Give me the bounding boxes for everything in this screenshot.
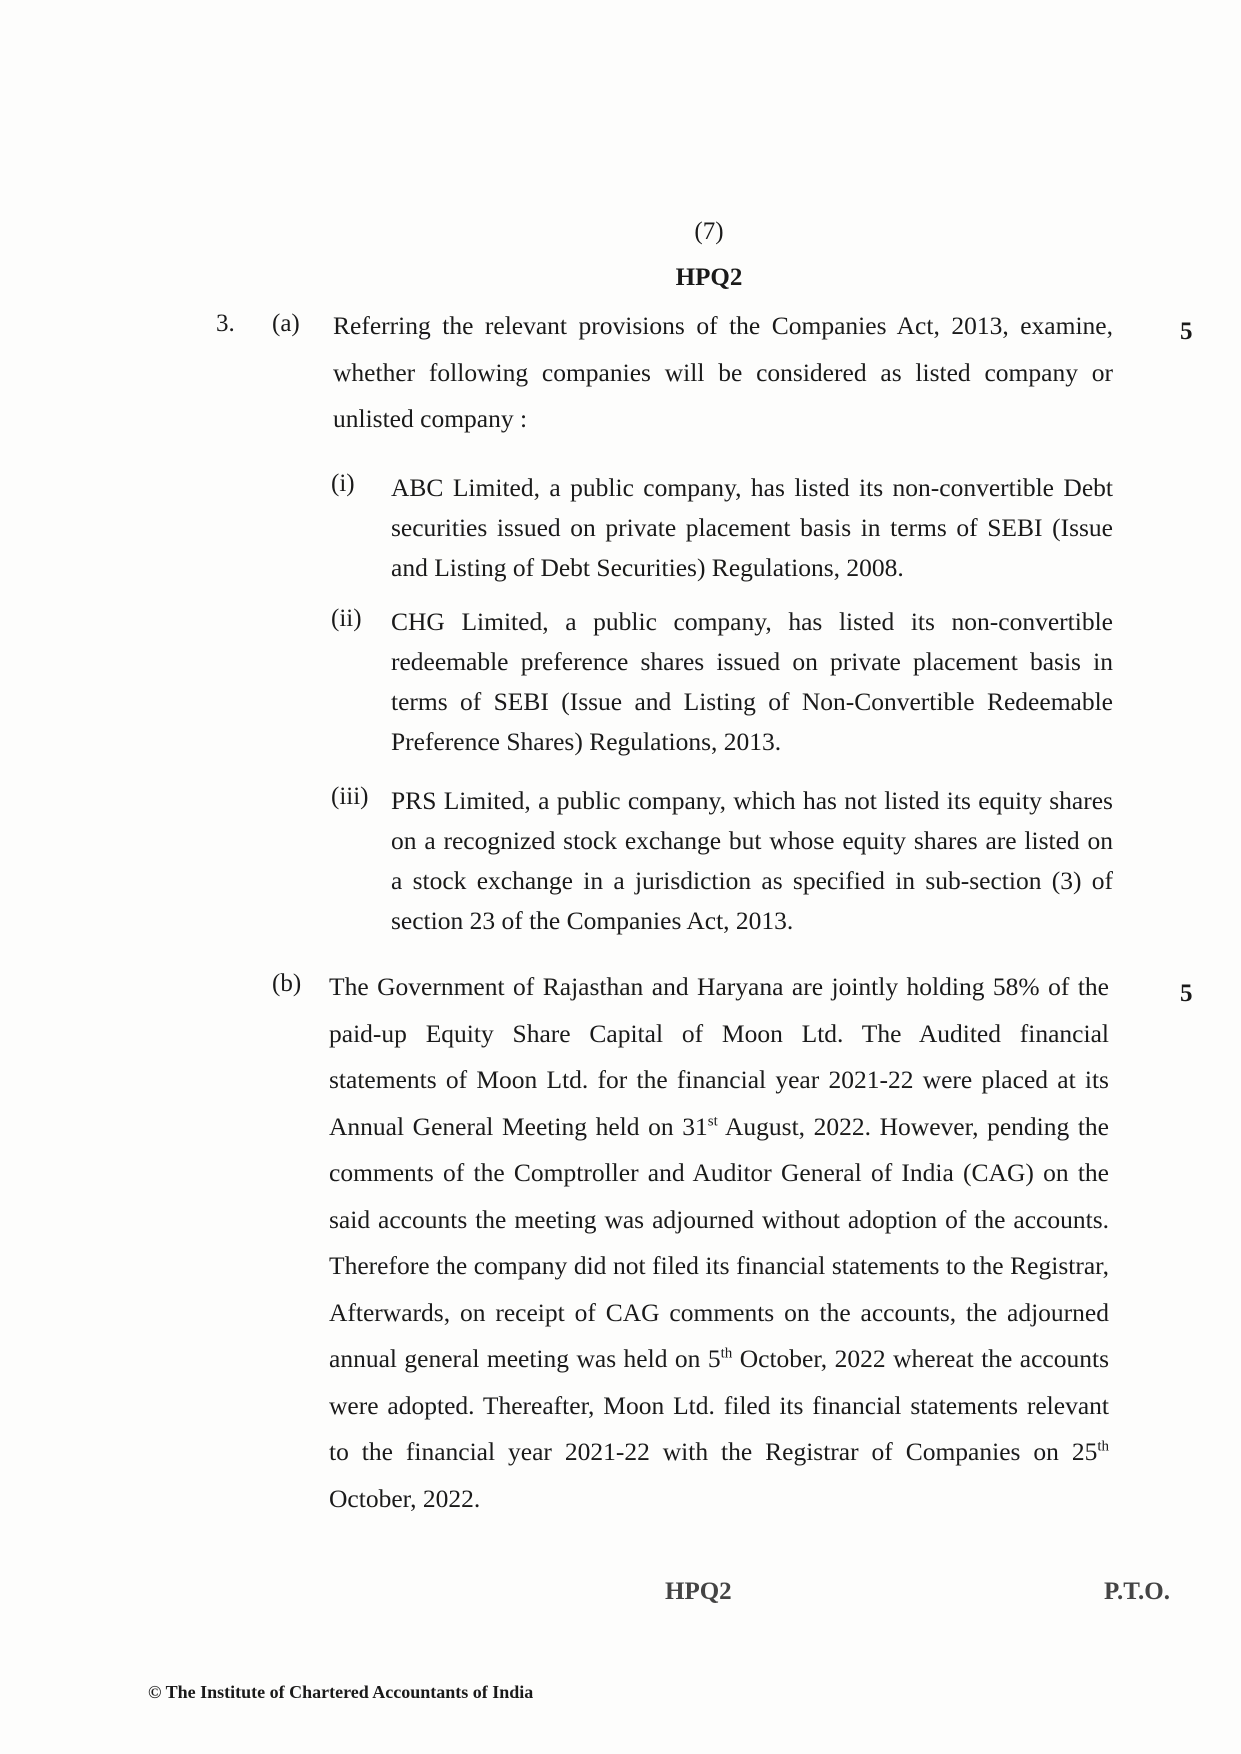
item-i-text: ABC Limited, a public company, has listed its non-convertible Debt securities issued on private placement basis in terms of SEBI (Issue and Listing of Debt Securities) Regulations, 2008. xyxy=(391,473,1113,582)
part-b-text-3: October, 2022 whereat the accounts were adopted. Thereafter, Moon Ltd. filed its financial statements relevant to the financial year 2021-22 with the Registrar of Companies on 25 xyxy=(329,1344,1110,1466)
part-a-intro: Referring the relevant provisions of the Companies Act, 2013, examine, whether following companies will be considered as listed company or unlisted company : xyxy=(333,311,1113,433)
part-b-text xyxy=(329,964,1109,1522)
pto-label: P.T.O. xyxy=(1104,1578,1170,1605)
part-b-text-4: October, 2022. xyxy=(329,1483,481,1513)
part-b-sup-1: st xyxy=(707,1113,718,1129)
item-ii-text: CHG Limited, a public company, has listed its non-convertible redeemable preference shares issued on private placement basis in terms of SEBI (Issue and Listing of Non-Convertible Redeemable Preference Shares) Regulations, 2013. xyxy=(391,607,1113,756)
item-iii-label: (iii) xyxy=(331,783,369,810)
part-a-marks: 5 xyxy=(1180,318,1193,345)
part-b-text-2: August, 2022. However, pending the comments of the Comptroller and Auditor General of India (CAG) on the said accounts the meeting was adjourned without adoption of the accounts. Therefore the company did not filed its financial statements to the Registrar, Afterwards, on receipt of CAG comments on the accounts, the adjourned annual general meeting was held on 5 xyxy=(329,1111,1109,1373)
page-number: (7) xyxy=(694,218,724,245)
copyright-notice: © The Institute of Chartered Accountants of India xyxy=(148,1682,534,1702)
part-b-marks: 5 xyxy=(1180,980,1193,1007)
paper-code-header: HPQ2 xyxy=(675,264,743,291)
part-b-label: (b) xyxy=(272,970,302,997)
item-i-label: (i) xyxy=(331,470,355,497)
part-b-text-1: The Government of Rajasthan and Haryana are jointly holding 58% of the paid-up Equity Share Capital of Moon Ltd. The Audited financial statements of Moon Ltd. for the financial year 2021-22 were placed at its Annual General Meeting held on 31 xyxy=(329,972,1109,1141)
paper-code-footer: HPQ2 xyxy=(665,1578,732,1605)
part-b-sup-3: th xyxy=(1097,1438,1109,1455)
part-b-sup-2: th xyxy=(720,1345,733,1362)
item-ii-label: (ii) xyxy=(331,605,362,632)
question-number: 3. xyxy=(216,310,235,337)
item-iii-text: PRS Limited, a public company, which has not listed its equity shares on a recognized stock exchange but whose equity shares are listed on a stock exchange in a jurisdiction as specified in sub-section (3) of section 23 of the Companies Act, 2013. xyxy=(391,786,1113,935)
part-a-label: (a) xyxy=(272,310,300,337)
